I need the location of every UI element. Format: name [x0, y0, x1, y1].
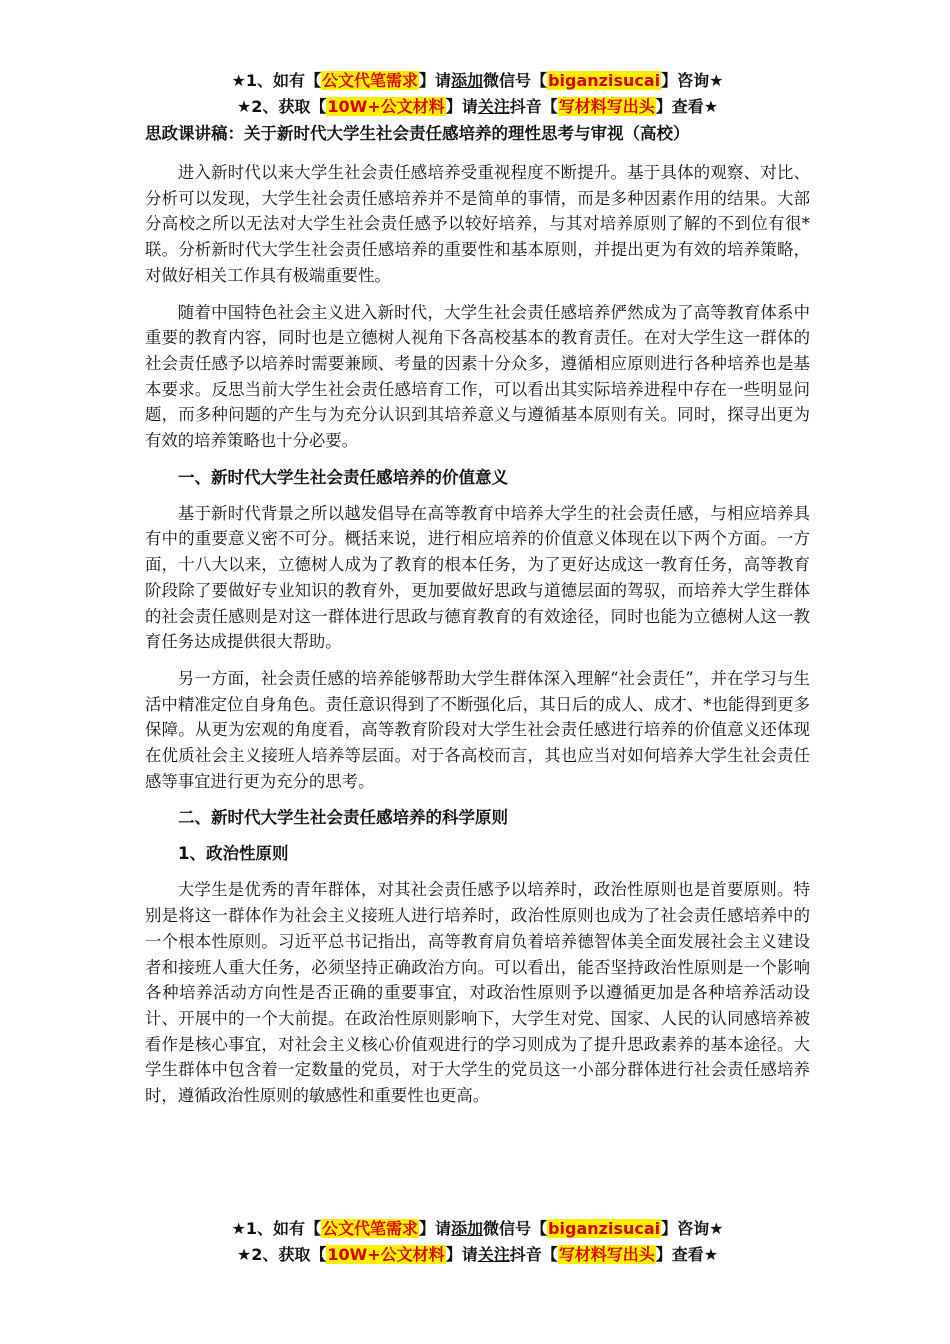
banner-text: 抖音【: [509, 1245, 558, 1264]
body-paragraph: 进入新时代以来大学生社会责任感培养受重视程度不断提升。基于具体的观察、对比、分析可以发现，大学生社会责任感培养并不是简单的事情，而是多种因素作用的结果。大部分高校之所以无法对大学生社会责任感予以较好培养，与其对培养原则了解的不到位有很*联。分析新时代大学生社会责任感培养的重要性和基本原则，并提出更为有效的培养策略，对做好相关工作具有极端重要性。: [145, 163, 810, 285]
banner-text: 抖音【: [509, 97, 558, 116]
banner-underlined-text: 关注: [477, 97, 510, 116]
body-paragraph: 另一方面，社会责任感的培养能够帮助大学生群体深入理解“社会责任”，并在学习与生活中精准定位自身角色。责任意识得到了不断强化后，其日后的成人、成才、*也能得到更多保障。从更为宏观的角度看，高等教育阶段对大学生社会责任感进行培养的价值意义还体现在优质社会主义接班人培养等层面。对于各高校而言，其也应当对如何培养大学生社会责任感等事宜进行更为充分的思考。: [145, 668, 810, 791]
banner-highlight: 写材料写出头: [558, 97, 655, 116]
body-paragraph: 随着中国特色社会主义进入新时代，大学生社会责任感培养俨然成为了高等教育体系中重要的教育内容，同时也是立德树人视角下各高校基本的教育责任。在对大学生这一群体的社会责任感予以培养时需要兼顾、考量的因素十分众多，遵循相应原则进行各种培养也是基本要求。反思当前大学生社会责任感培育工作，可以看出其实际培养进程中存在一些明显问题，而多种问题的产生与为充分认识到其培养意义与遵循基本原则有关。同时，探寻出更为有效的培养策略也十分必要。: [145, 302, 810, 451]
top-banner-line-1: [145, 68, 810, 94]
document-page: [145, 68, 810, 1120]
section-heading: 一、新时代大学生社会责任感培养的价值意义: [178, 467, 508, 487]
banner-highlight: biganzisucai: [548, 71, 661, 90]
banner-highlight: 写材料写出头: [558, 1245, 655, 1264]
section-heading: 二、新时代大学生社会责任感培养的科学原则: [178, 808, 508, 828]
banner-underlined-text: 关注: [477, 1245, 510, 1264]
subsection-heading: 1、政治性原则: [178, 844, 289, 864]
banner-text: ★2、获取【: [236, 1245, 327, 1264]
top-banner-line-2: [145, 94, 810, 120]
banner-text: ★1、如有【: [231, 71, 321, 90]
banner-underlined-text: 添加: [451, 71, 484, 90]
banner-text: 微信号【: [483, 1219, 548, 1238]
body-paragraph: 大学生是优秀的青年群体，对其社会责任感予以培养时，政治性原则也是首要原则。特别是将这一群体作为社会主义接班人进行培养时，政治性原则也成为了社会责任感培养中的一个根本性原则。习近平总书记指出，高等教育肩负着培养德智体美全面发展社会主义建设者和接班人重大任务，必须坚持正确政治方向。可以看出，能否坚持政治性原则是一个影响各种培养活动方向性是否正确的重要事宜，对政治性原则予以遵循更加是各种培养活动设计、开展中的一个大前提。在政治性原则影响下，大学生对党、国家、人民的认同感培养被看作是核心事宜，对社会主义核心价值观进行的学习则成为了提升思政素养的基本途径。大学生群体中包含着一定数量的党员，对于大学生的党员这一小部分群体进行社会责任感培养时，遵循政治性原则的敏感性和重要性也更高。: [145, 880, 810, 1106]
body-paragraph: 基于新时代背景之所以越发倡导在高等教育中培养大学生的社会责任感，与相应培养具有中的重要意义密不可分。概括来说，进行相应培养的价值意义体现在以下两个方面。一方面，十八大以来，立德树人成为了教育的根本任务，为了更好达成这一教育任务，高等教育阶段除了要做好专业知识的教育外，更加要做好思政与道德层面的驾驭，而培养大学生群体的社会责任感则是对这一群体进行思政与德育教育的有效途径，同时也能为立德树人这一教育任务达成提供很大帮助。: [145, 503, 810, 652]
bottom-banner: [145, 1216, 810, 1268]
banner-highlight: 公文代笔需求: [322, 1219, 419, 1238]
banner-text: 】咨询★: [661, 71, 724, 90]
banner-text: 微信号【: [483, 71, 548, 90]
banner-text: 】查看★: [655, 97, 719, 116]
bottom-banner-line-1: [145, 1216, 810, 1242]
banner-text: 】请: [445, 1245, 478, 1264]
banner-highlight: 10W+公文材料: [327, 97, 445, 116]
banner-text: 】请: [419, 71, 452, 90]
banner-text: 】查看★: [655, 1245, 719, 1264]
banner-text: ★2、获取【: [236, 97, 327, 116]
document-title: 思政课讲稿：关于新时代大学生社会责任感培养的理性思考与审视（高校）: [145, 124, 690, 143]
banner-highlight: 公文代笔需求: [322, 71, 419, 90]
banner-text: 】请: [445, 97, 478, 116]
banner-underlined-text: 添加: [451, 1219, 484, 1238]
bottom-banner-line-2: [145, 1242, 810, 1268]
banner-text: ★1、如有【: [231, 1219, 321, 1238]
banner-highlight: biganzisucai: [548, 1219, 661, 1238]
banner-highlight: 10W+公文材料: [327, 1245, 445, 1264]
banner-text: 】请: [419, 1219, 452, 1238]
banner-text: 】咨询★: [661, 1219, 724, 1238]
